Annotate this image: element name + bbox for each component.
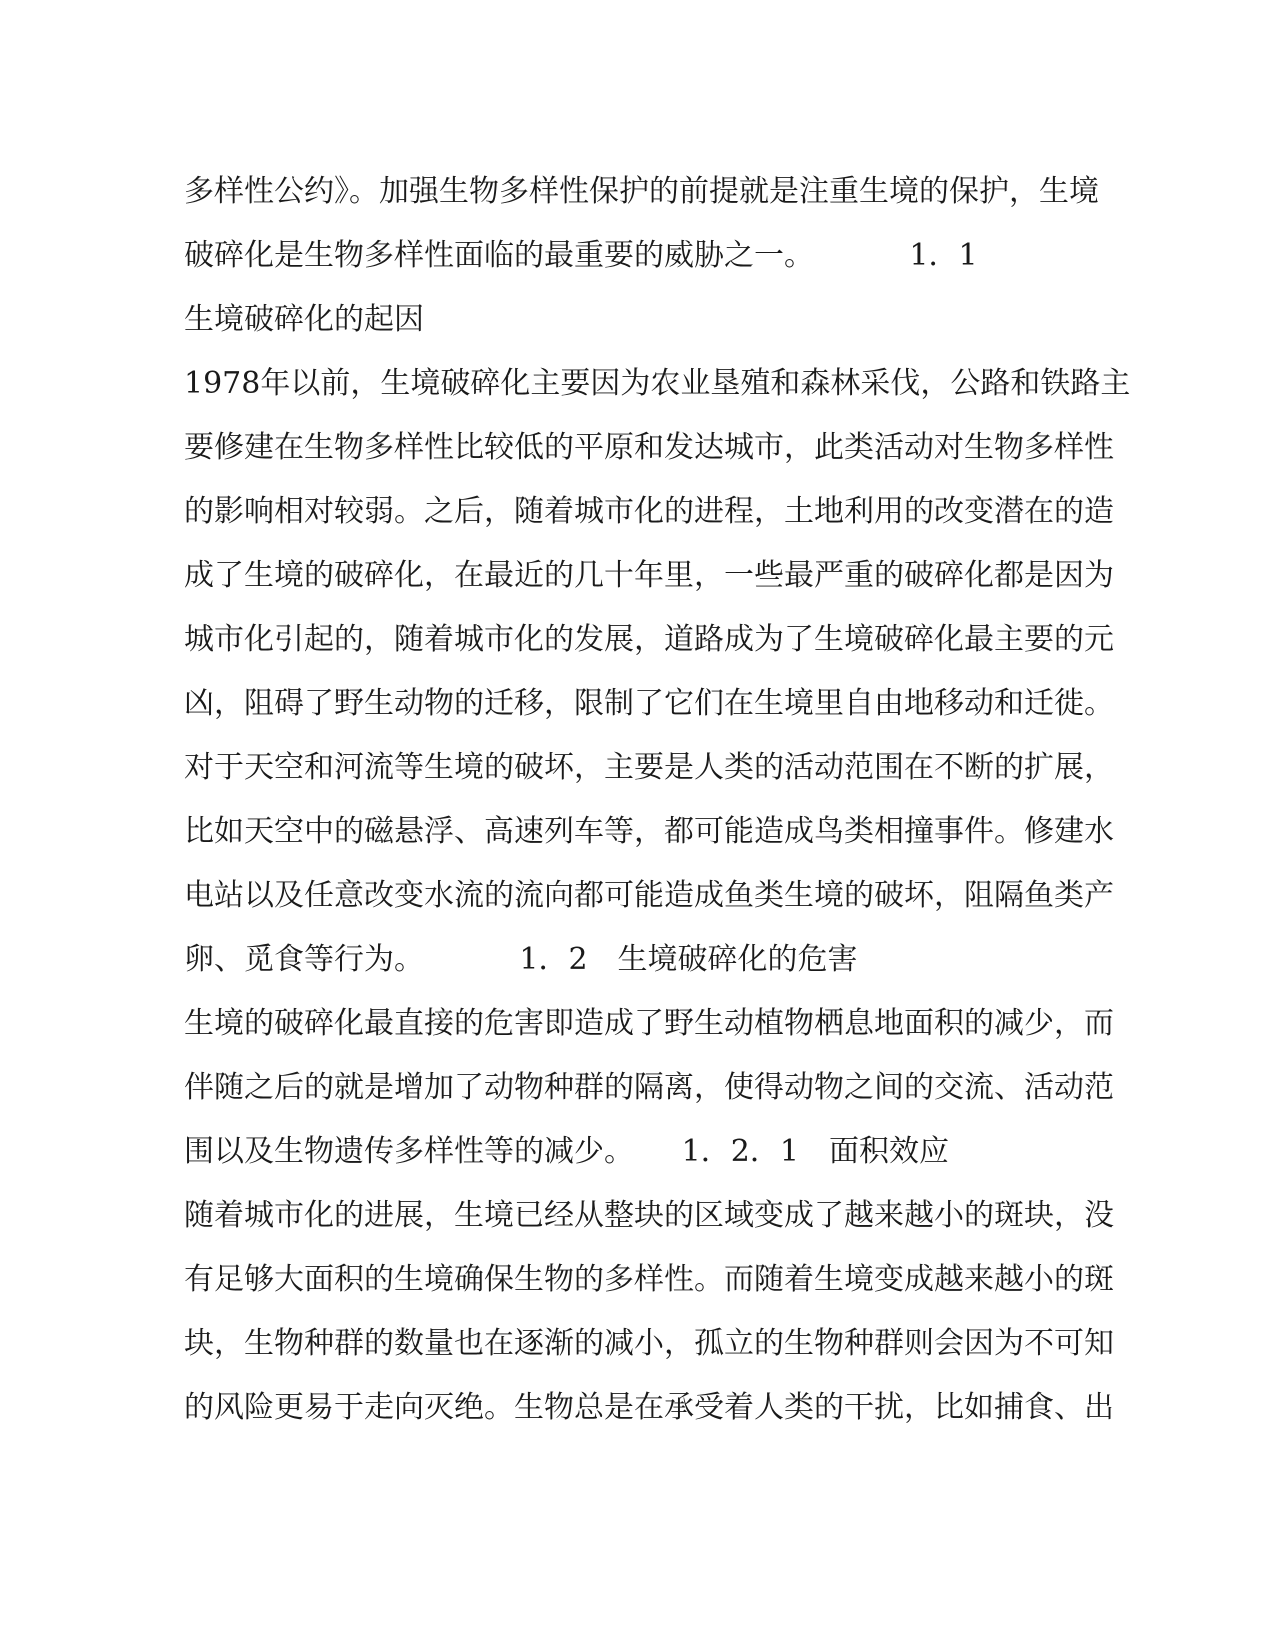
text-line: 破碎化是生物多样性面临的最重要的威胁之一。 1．1 xyxy=(184,238,988,273)
text-line: 1978年以前，生境破碎化主要因为农业垦殖和森林采伐，公路和铁路主 xyxy=(184,366,1131,401)
text-line: 随着城市化的进展，生境已经从整块的区域变成了越来越小的斑块，没 xyxy=(184,1198,1114,1233)
text-line: 的风险更易于走向灭绝。生物总是在承受着人类的干扰，比如捕食、出 xyxy=(184,1390,1114,1425)
text-line: 电站以及任意改变水流的流向都可能造成鱼类生境的破坏，阻隔鱼类产 xyxy=(184,878,1114,913)
text-line: 的影响相对较弱。之后，随着城市化的进程，土地利用的改变潜在的造 xyxy=(184,494,1114,529)
text-line: 围以及生物遗传多样性等的减少。 1．2．1 面积效应 xyxy=(184,1134,949,1169)
text-line: 凶，阻碍了野生动物的迁移，限制了它们在生境里自由地移动和迁徙。 xyxy=(184,686,1114,721)
text-line: 对于天空和河流等生境的破坏，主要是人类的活动范围在不断的扩展， xyxy=(184,750,1114,785)
text-line: 城市化引起的，随着城市化的发展，道路成为了生境破碎化最主要的元 xyxy=(184,622,1114,657)
text-line: 伴随之后的就是增加了动物种群的隔离，使得动物之间的交流、活动范 xyxy=(184,1070,1114,1105)
text-line: 要修建在生物多样性比较低的平原和发达城市，此类活动对生物多样性 xyxy=(184,430,1114,465)
section-heading: 生境破碎化的起因 xyxy=(184,302,424,337)
text-line: 成了生境的破碎化，在最近的几十年里，一些最严重的破碎化都是因为 xyxy=(184,558,1114,593)
text-line: 比如天空中的磁悬浮、高速列车等，都可能造成鸟类相撞事件。修建水 xyxy=(184,814,1114,849)
text-line: 卵、觅食等行为。 1．2 生境破碎化的危害 xyxy=(184,942,858,977)
text-line: 有足够大面积的生境确保生物的多样性。而随着生境变成越来越小的斑 xyxy=(184,1262,1114,1297)
text-line: 生境的破碎化最直接的危害即造成了野生动植物栖息地面积的减少，而 xyxy=(184,1006,1114,1041)
document-body xyxy=(184,160,1131,1440)
text-line: 多样性公约》。加强生物多样性保护的前提就是注重生境的保护，生境 xyxy=(184,174,1099,209)
text-line: 块，生物种群的数量也在逐渐的减小，孤立的生物种群则会因为不可知 xyxy=(184,1326,1114,1361)
